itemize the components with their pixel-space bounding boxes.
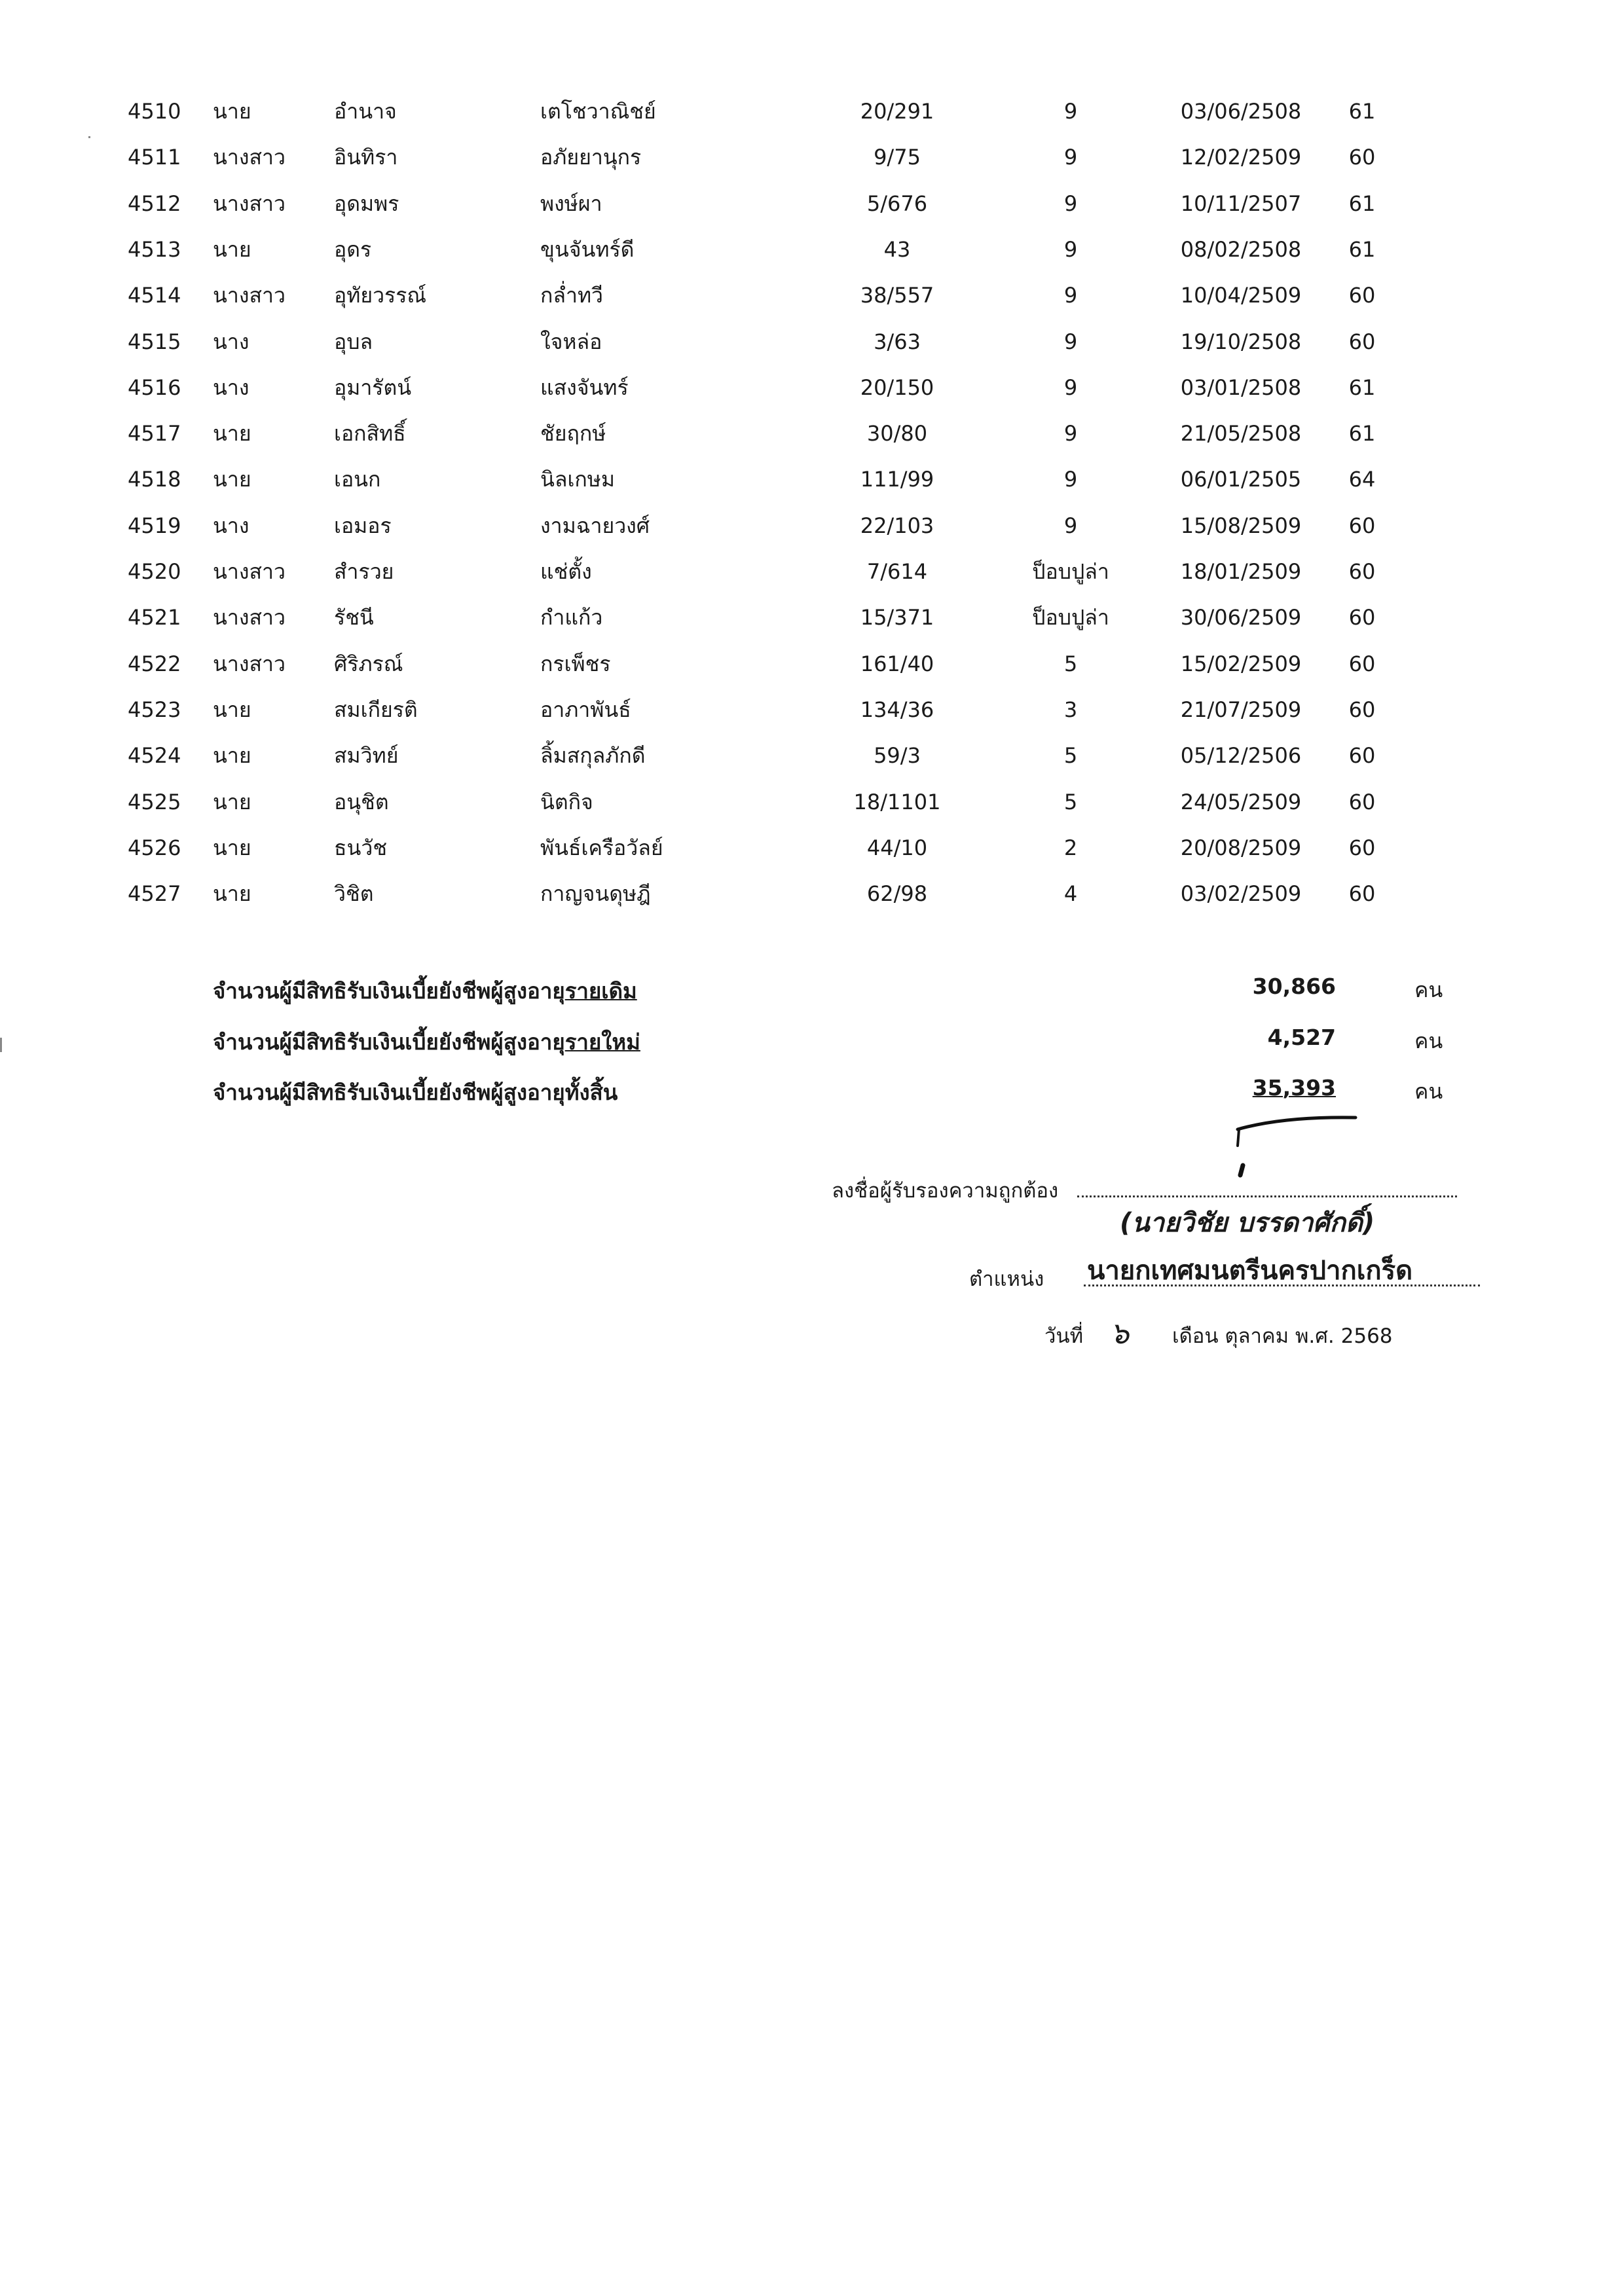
cell-house: 9/75 (874, 145, 921, 170)
signature-line (1077, 1195, 1457, 1197)
cell-last: งามฉายวงศ์ (540, 513, 650, 538)
cell-last: อภัยยานุกร (540, 145, 642, 170)
cell-no: 4517 (128, 421, 181, 446)
cell-first: อนุชิต (334, 789, 389, 814)
summary-existing (0, 974, 1624, 1013)
table-row (0, 604, 1624, 650)
table-row (0, 420, 1624, 466)
cell-moo: 9 (1063, 145, 1078, 170)
cell-title: นาย (213, 697, 251, 722)
cell-last: นิลเกษม (540, 467, 615, 492)
cell-age: 64 (1348, 467, 1376, 492)
cell-moo: 5 (1063, 651, 1078, 676)
summary-new-unit: คน (1414, 1029, 1443, 1053)
cell-first: อุบล (334, 329, 373, 354)
cell-no: 4510 (128, 99, 181, 124)
cell-moo: 9 (1063, 467, 1078, 492)
table-row (0, 144, 1624, 190)
cell-dob: 03/06/2508 (1180, 99, 1302, 124)
cell-age: 60 (1348, 789, 1376, 814)
cell-last: แช่ตั้ง (540, 559, 592, 584)
date-label: วันที่ (1044, 1324, 1084, 1348)
cell-house: 22/103 (860, 513, 934, 538)
cell-no: 4525 (128, 789, 181, 814)
cell-first: สำรวย (334, 559, 394, 584)
cell-age: 60 (1348, 881, 1376, 907)
cell-no: 4511 (128, 145, 181, 170)
position-label: ตำแหน่ง (969, 1267, 1044, 1291)
cell-age: 60 (1348, 651, 1376, 676)
cell-last: แสงจันทร์ (540, 374, 629, 400)
cell-last: เตโชวาณิชย์ (540, 99, 656, 124)
cell-house: 59/3 (874, 743, 921, 769)
cell-age: 60 (1348, 283, 1376, 308)
table-row (0, 742, 1624, 788)
certify-label: ลงชื่อผู้รับรองความถูกต้อง (832, 1179, 1059, 1203)
cell-house: 43 (883, 236, 911, 262)
cell-first: อินทิรา (334, 145, 398, 170)
table-row (0, 881, 1624, 926)
summary-new (0, 1025, 1624, 1064)
cell-moo: 9 (1063, 421, 1078, 446)
cell-age: 61 (1348, 236, 1376, 262)
cell-moo: ป็อบปูล่า (1032, 605, 1109, 630)
cell-dob: 03/01/2508 (1180, 374, 1302, 400)
cell-no: 4518 (128, 467, 181, 492)
table-row (0, 98, 1624, 144)
cell-no: 4526 (128, 835, 181, 860)
cell-title: นางสาว (213, 191, 286, 216)
table-row (0, 789, 1624, 835)
cell-first: ธนวัช (334, 835, 388, 860)
cell-dob: 21/07/2509 (1180, 697, 1302, 722)
cell-title: นาย (213, 743, 251, 769)
cell-title: นาง (213, 374, 249, 400)
cell-no: 4520 (128, 559, 181, 584)
summary-total-label: จำนวนผู้มีสิทธิรับเงินเบี้ยยังชีพผู้สูงอายุทั้งสิ้น (213, 1080, 618, 1105)
cell-first: เอนก (334, 467, 381, 492)
summary-existing-value: 30,866 (1252, 974, 1336, 999)
date-day: ๖ (1110, 1315, 1130, 1351)
cell-dob: 12/02/2509 (1180, 145, 1302, 170)
summary-total (0, 1075, 1624, 1114)
cell-title: นาย (213, 835, 251, 860)
table-row (0, 835, 1624, 881)
cell-first: ศิริภรณ์ (334, 651, 403, 676)
signature-scribble (1231, 1110, 1362, 1182)
cell-first: สมวิทย์ (334, 743, 399, 769)
cell-first: เอมอร (334, 513, 392, 538)
cell-title: นางสาว (213, 651, 286, 676)
cell-title: นาย (213, 789, 251, 814)
cell-house: 15/371 (860, 605, 934, 630)
cell-house: 134/36 (860, 697, 934, 722)
cell-title: นางสาว (213, 605, 286, 630)
cell-dob: 24/05/2509 (1180, 789, 1302, 814)
cell-first: วิชิต (334, 881, 374, 907)
cell-age: 61 (1348, 99, 1376, 124)
cell-no: 4521 (128, 605, 181, 630)
cell-age: 60 (1348, 329, 1376, 354)
summary-existing-label: จำนวนผู้มีสิทธิรับเงินเบี้ยยังชีพผู้สูงอายุรายเดิม (213, 978, 637, 1004)
cell-first: อุทัยวรรณ์ (334, 283, 427, 308)
cell-dob: 18/01/2509 (1180, 559, 1302, 584)
cell-last: ขุนจันทร์ดี (540, 236, 635, 262)
cell-last: พันธ์เครือวัลย์ (540, 835, 663, 860)
cell-dob: 15/02/2509 (1180, 651, 1302, 676)
cell-dob: 20/08/2509 (1180, 835, 1302, 860)
cell-moo: 9 (1063, 191, 1078, 216)
cell-moo: 9 (1063, 236, 1078, 262)
summary-total-value: 35,393 (1252, 1075, 1336, 1101)
cell-no: 4514 (128, 283, 181, 308)
cell-title: นาย (213, 421, 251, 446)
cell-first: อุดร (334, 236, 372, 262)
cell-house: 30/80 (866, 421, 928, 446)
cell-house: 18/1101 (853, 789, 941, 814)
cell-no: 4513 (128, 236, 181, 262)
cell-moo: 2 (1063, 835, 1078, 860)
cell-house: 20/291 (860, 99, 934, 124)
position-value: นายกเทศมนตรีนครปากเกร็ด (1087, 1256, 1413, 1286)
table-row (0, 236, 1624, 282)
cell-last: อาภาพันธ์ (540, 697, 631, 722)
cell-house: 20/150 (860, 374, 934, 400)
cell-house: 7/614 (866, 559, 928, 584)
cell-last: กาญจนดุษฎี (540, 881, 651, 907)
cell-title: นางสาว (213, 283, 286, 308)
cell-first: สมเกียรติ (334, 697, 418, 722)
cell-age: 61 (1348, 421, 1376, 446)
cell-moo: 5 (1063, 789, 1078, 814)
cell-no: 4512 (128, 191, 181, 216)
cell-house: 3/63 (874, 329, 921, 354)
cell-last: ลิ้มสกุลภักดี (540, 743, 646, 769)
position-line (1084, 1285, 1480, 1286)
cell-last: พงษ์ผา (540, 191, 602, 216)
cell-last: กรเพ็ชร (540, 651, 611, 676)
date-month-year: เดือน ตุลาคม พ.ศ. 2568 (1172, 1324, 1393, 1348)
cell-house: 38/557 (860, 283, 934, 308)
cell-moo: 9 (1063, 283, 1078, 308)
cell-last: กำแก้ว (540, 605, 603, 630)
cell-no: 4515 (128, 329, 181, 354)
cell-first: รัชนี (334, 605, 374, 630)
cell-moo: 9 (1063, 374, 1078, 400)
cell-last: ชัยฤกษ์ (540, 421, 606, 446)
cell-age: 61 (1348, 374, 1376, 400)
cell-no: 4519 (128, 513, 181, 538)
cell-dob: 06/01/2505 (1180, 467, 1302, 492)
scan-speck (88, 136, 90, 138)
cell-age: 60 (1348, 697, 1376, 722)
cell-dob: 10/11/2507 (1180, 191, 1302, 216)
cell-title: นางสาว (213, 145, 286, 170)
table-row (0, 282, 1624, 328)
cell-age: 60 (1348, 559, 1376, 584)
cell-last: ใจหล่อ (540, 329, 602, 354)
cell-no: 4523 (128, 697, 181, 722)
table-row (0, 466, 1624, 512)
cell-house: 111/99 (860, 467, 934, 492)
scan-edge-mark (0, 1038, 2, 1052)
cell-dob: 03/02/2509 (1180, 881, 1302, 907)
cell-moo: ป็อบปูล่า (1032, 559, 1109, 584)
cell-dob: 05/12/2506 (1180, 743, 1302, 769)
cell-first: อุมารัตน์ (334, 374, 412, 400)
summary-new-label: จำนวนผู้มีสิทธิรับเงินเบี้ยยังชีพผู้สูงอายุรายใหม่ (213, 1029, 640, 1055)
cell-age: 61 (1348, 191, 1376, 216)
cell-house: 5/676 (866, 191, 928, 216)
cell-no: 4522 (128, 651, 181, 676)
cell-title: นาง (213, 513, 249, 538)
table-row (0, 697, 1624, 742)
cell-moo: 5 (1063, 743, 1078, 769)
cell-first: เอกสิทธิ์ (334, 421, 406, 446)
cell-no: 4527 (128, 881, 181, 907)
cell-house: 62/98 (866, 881, 928, 907)
cell-no: 4516 (128, 374, 181, 400)
table-row (0, 329, 1624, 374)
cell-dob: 30/06/2509 (1180, 605, 1302, 630)
cell-moo: 4 (1063, 881, 1078, 907)
cell-dob: 10/04/2509 (1180, 283, 1302, 308)
cell-no: 4524 (128, 743, 181, 769)
cell-first: อุดมพร (334, 191, 399, 216)
table-row (0, 374, 1624, 420)
cell-title: นาย (213, 99, 251, 124)
cell-dob: 19/10/2508 (1180, 329, 1302, 354)
cell-moo: 9 (1063, 513, 1078, 538)
cell-title: นาง (213, 329, 249, 354)
cell-age: 60 (1348, 743, 1376, 769)
cell-last: นิตกิจ (540, 789, 593, 814)
cell-house: 161/40 (860, 651, 934, 676)
cell-age: 60 (1348, 835, 1376, 860)
cell-dob: 21/05/2508 (1180, 421, 1302, 446)
summary-total-unit: คน (1414, 1079, 1443, 1104)
table-row (0, 191, 1624, 236)
cell-title: นาย (213, 236, 251, 262)
cell-first: อำนาจ (334, 99, 397, 124)
cell-age: 60 (1348, 513, 1376, 538)
cell-moo: 3 (1063, 697, 1078, 722)
cell-moo: 9 (1063, 329, 1078, 354)
table-row (0, 558, 1624, 604)
cell-house: 44/10 (866, 835, 928, 860)
cell-title: นางสาว (213, 559, 286, 584)
cell-age: 60 (1348, 605, 1376, 630)
summary-new-value: 4,527 (1267, 1025, 1336, 1050)
signer-name: (นายวิชัย บรรดาศักดิ์) (1120, 1208, 1375, 1238)
cell-dob: 08/02/2508 (1180, 236, 1302, 262)
cell-last: กล่ำทวี (540, 283, 604, 308)
cell-title: นาย (213, 467, 251, 492)
cell-age: 60 (1348, 145, 1376, 170)
cell-moo: 9 (1063, 99, 1078, 124)
table-row (0, 651, 1624, 697)
cell-dob: 15/08/2509 (1180, 513, 1302, 538)
table-row (0, 513, 1624, 558)
summary-existing-unit: คน (1414, 977, 1443, 1002)
cell-title: นาย (213, 881, 251, 907)
